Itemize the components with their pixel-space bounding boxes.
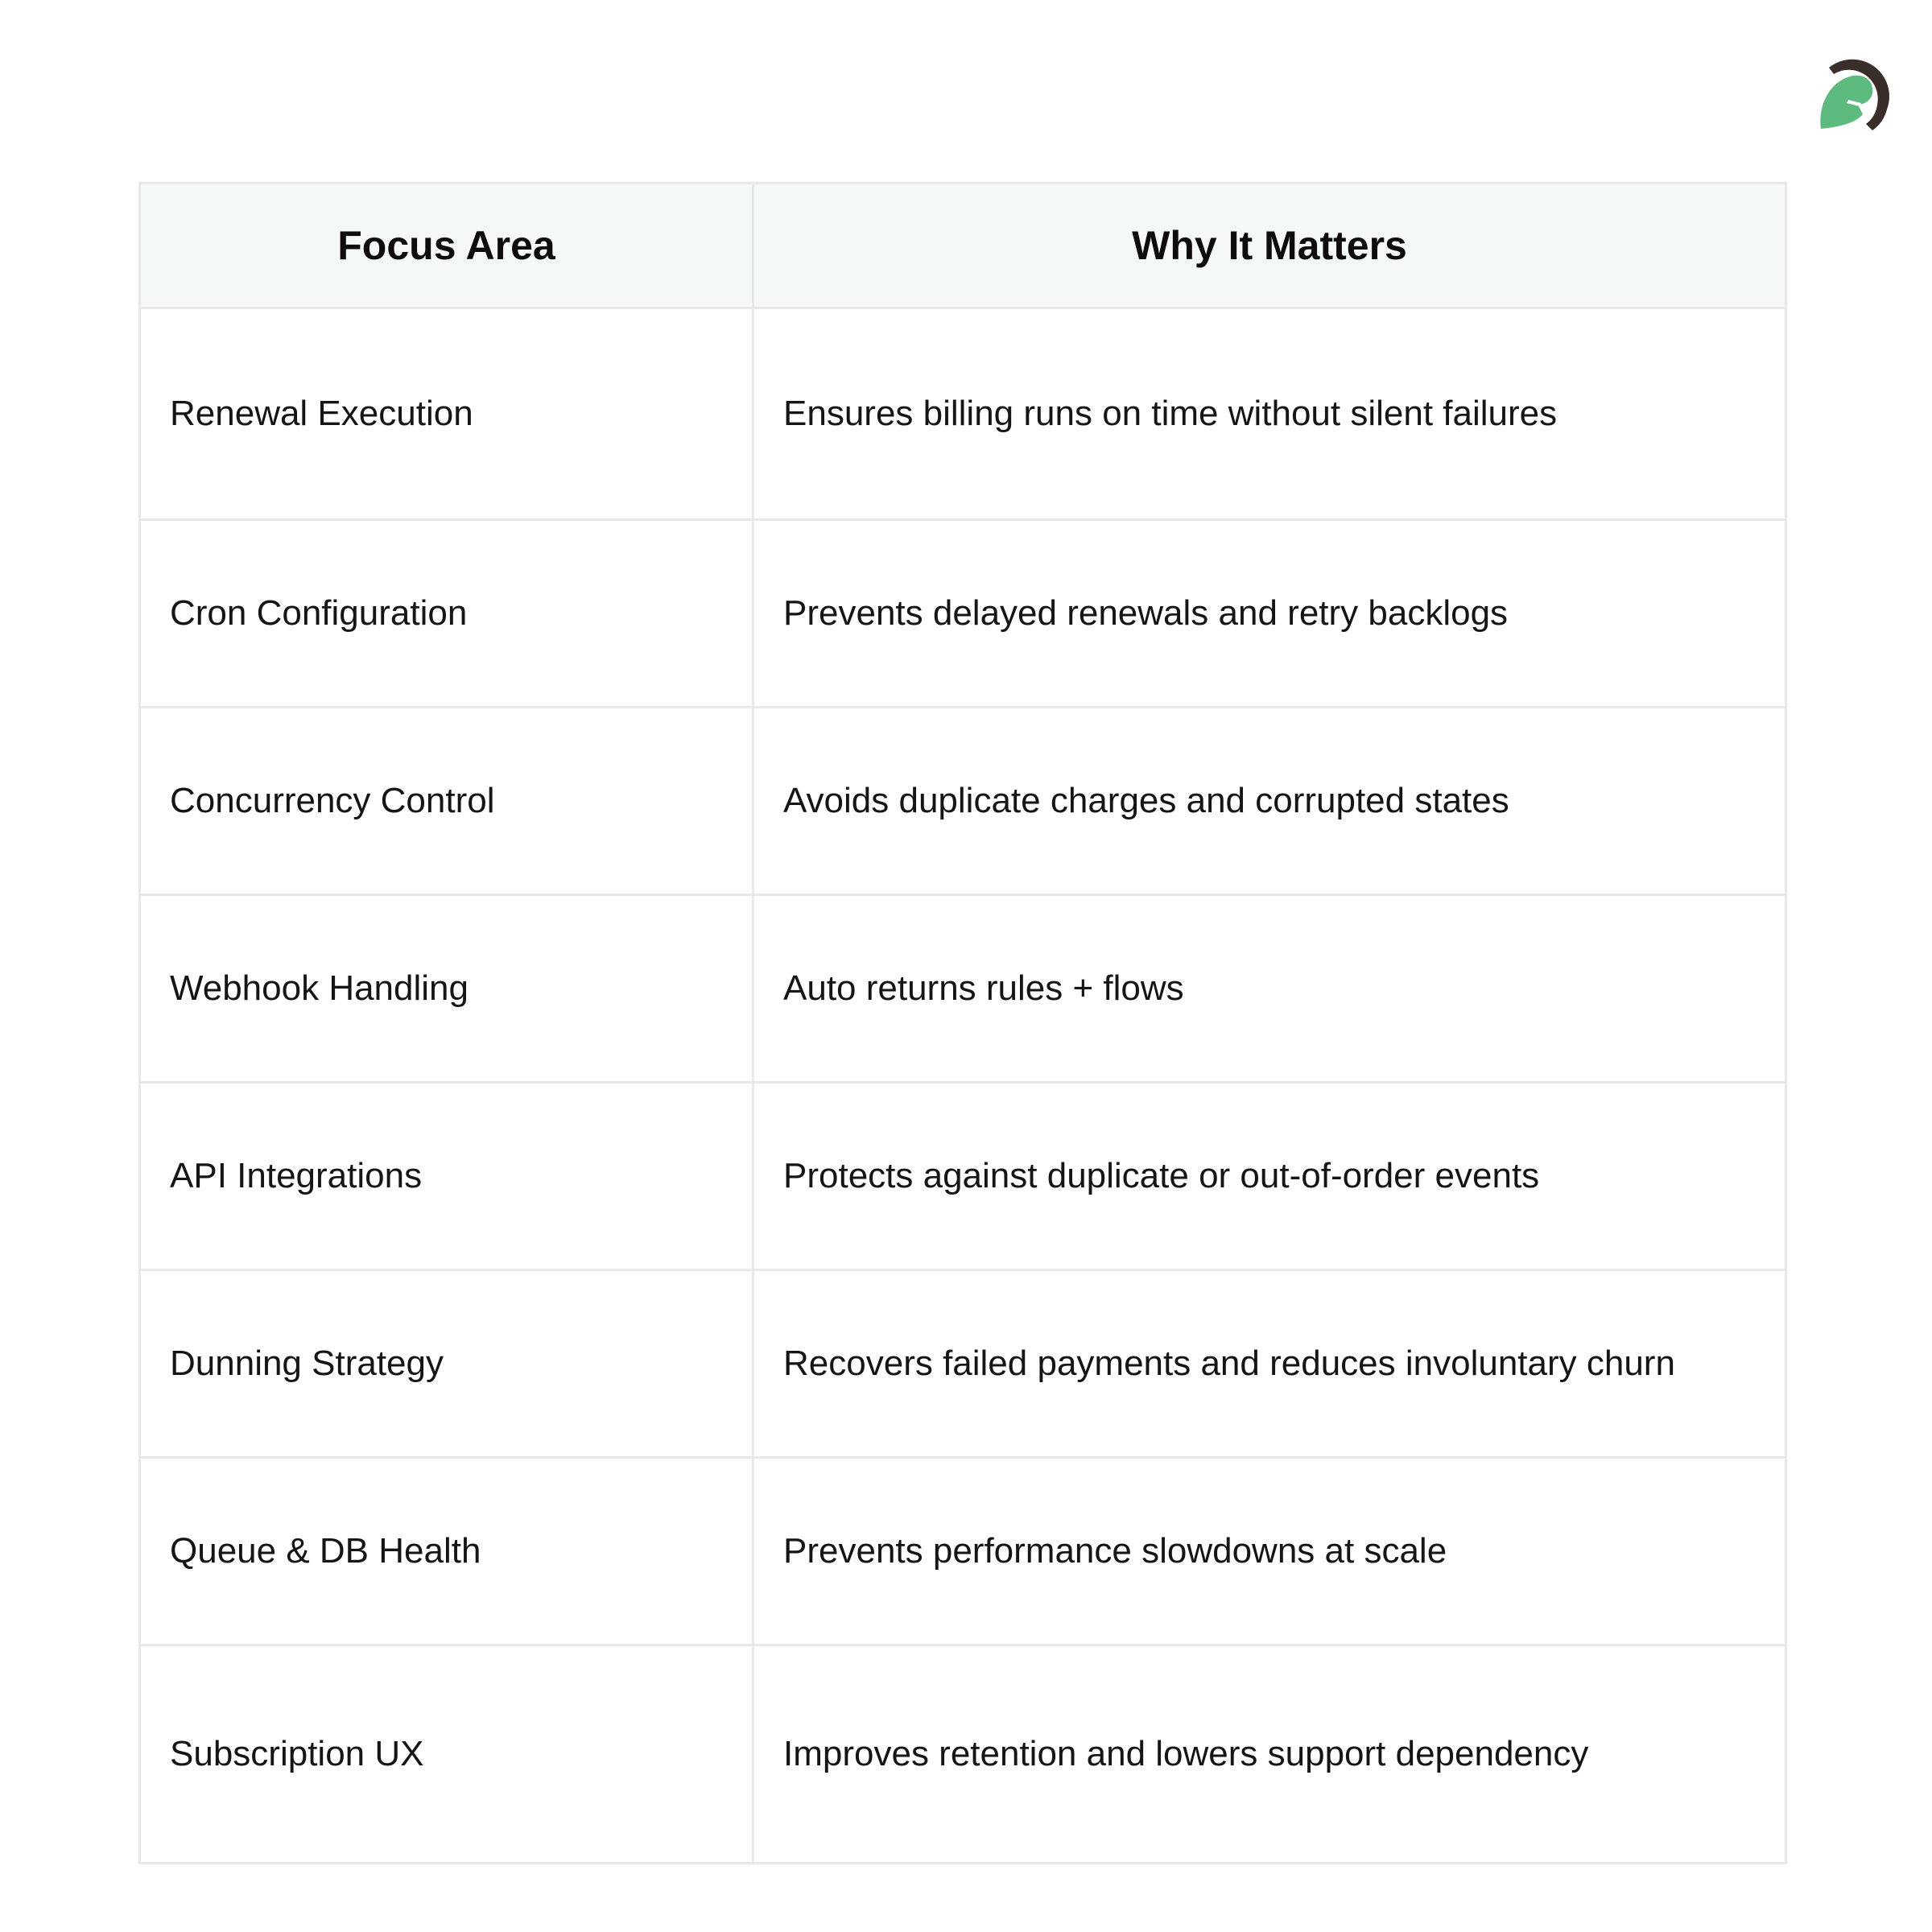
- table-row: [140, 1270, 1786, 1458]
- column-header-why-it-matters: Why It Matters: [753, 184, 1786, 308]
- brand-logo-icon: [1813, 53, 1897, 137]
- why-it-matters-cell: Protects against duplicate or out-of-order events: [753, 1083, 1786, 1270]
- table-row: [140, 1645, 1786, 1864]
- table-row: [140, 308, 1786, 520]
- why-it-matters-cell: Ensures billing runs on time without silent failures: [753, 308, 1786, 520]
- table-row: [140, 1083, 1786, 1270]
- focus-area-cell: API Integrations: [140, 1083, 753, 1270]
- why-it-matters-cell: Prevents performance slowdowns at scale: [753, 1458, 1786, 1645]
- why-it-matters-cell: Avoids duplicate charges and corrupted states: [753, 708, 1786, 895]
- why-it-matters-cell: Auto returns rules + flows: [753, 895, 1786, 1083]
- table-row: [140, 520, 1786, 708]
- table-row: [140, 1458, 1786, 1645]
- column-header-focus-area: Focus Area: [140, 184, 753, 308]
- why-it-matters-cell: Improves retention and lowers support dependency: [753, 1645, 1786, 1864]
- focus-area-cell: Dunning Strategy: [140, 1270, 753, 1458]
- table-row: [140, 895, 1786, 1083]
- focus-area-cell: Queue & DB Health: [140, 1458, 753, 1645]
- focus-area-cell: Subscription UX: [140, 1645, 753, 1864]
- focus-area-cell: Cron Configuration: [140, 520, 753, 708]
- table-header-row: [140, 184, 1786, 308]
- table-row: [140, 708, 1786, 895]
- focus-area-cell: Renewal Execution: [140, 308, 753, 520]
- why-it-matters-cell: Prevents delayed renewals and retry backlogs: [753, 520, 1786, 708]
- focus-area-cell: Concurrency Control: [140, 708, 753, 895]
- helmet-logo-icon: [1813, 53, 1897, 137]
- why-it-matters-cell: Recovers failed payments and reduces involuntary churn: [753, 1270, 1786, 1458]
- focus-area-table: [138, 182, 1787, 1864]
- focus-area-cell: Webhook Handling: [140, 895, 753, 1083]
